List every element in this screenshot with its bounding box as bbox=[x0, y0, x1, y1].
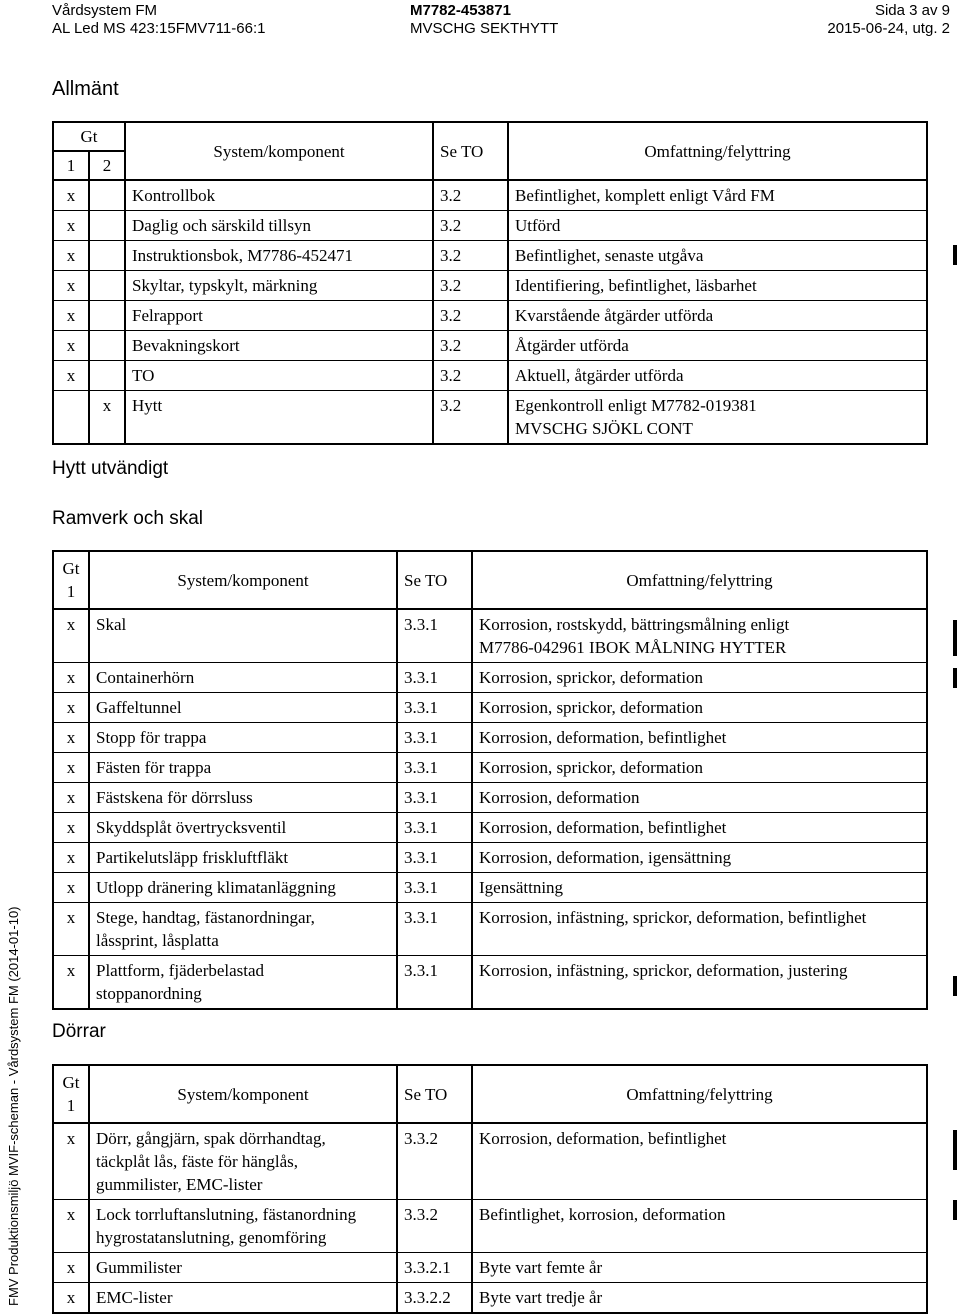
gt-1-mark: x bbox=[53, 693, 89, 723]
system-cell bbox=[89, 903, 397, 956]
system-line: Dörr, gångjärn, spak dörrhandtag, bbox=[96, 1129, 326, 1148]
seto-cell: 3.3.1 bbox=[397, 843, 472, 873]
omfattning-cell: Befintlighet, senaste utgåva bbox=[508, 241, 927, 271]
table-row bbox=[53, 241, 927, 271]
table-header-omfattning: Omfattning/felyttring bbox=[472, 551, 927, 609]
table-row bbox=[53, 180, 927, 211]
gt-2-mark bbox=[89, 301, 125, 331]
omfattning-cell: Byte vart femte år bbox=[472, 1253, 927, 1283]
seto-cell: 3.3.1 bbox=[397, 873, 472, 903]
table-row bbox=[53, 753, 927, 783]
header-doc-ref: AL Led MS 423:15FMV711-66:1 bbox=[52, 20, 266, 37]
subsection-heading-dorrar: Dörrar bbox=[52, 1021, 106, 1042]
omfattning-line: MVSCHG SJÖKL CONT bbox=[515, 419, 693, 438]
omfattning-cell: Aktuell, åtgärder utförda bbox=[508, 361, 927, 391]
revision-change-bar bbox=[953, 668, 957, 688]
gt-1-mark: x bbox=[53, 723, 89, 753]
table-row bbox=[53, 723, 927, 753]
header-page-number: Sida 3 av 9 bbox=[874, 2, 950, 19]
gt-1-mark: x bbox=[53, 1123, 89, 1200]
omfattning-line: Egenkontroll enligt M7782-019381 bbox=[515, 396, 757, 415]
table-header-gt-1: 1 bbox=[66, 582, 76, 601]
table-row bbox=[53, 663, 927, 693]
gt-1-mark: x bbox=[53, 1200, 89, 1253]
gt-1-mark: x bbox=[53, 956, 89, 1010]
gt-1-mark: x bbox=[53, 301, 89, 331]
omfattning-cell: Befintlighet, korrosion, deformation bbox=[472, 1200, 927, 1253]
gt-1-mark: x bbox=[53, 211, 89, 241]
table-ramverk bbox=[52, 550, 928, 1010]
omfattning-cell: Igensättning bbox=[472, 873, 927, 903]
gt-1-mark: x bbox=[53, 271, 89, 301]
revision-change-bar bbox=[953, 1130, 957, 1170]
gt-1-mark: x bbox=[53, 783, 89, 813]
table-header-omfattning: Omfattning/felyttring bbox=[508, 122, 927, 180]
gt-2-mark bbox=[89, 331, 125, 361]
table-header-system: System/komponent bbox=[89, 1065, 397, 1123]
table-row bbox=[53, 609, 927, 663]
table-row bbox=[53, 813, 927, 843]
seto-cell: 3.3.2.2 bbox=[397, 1283, 472, 1314]
system-cell: Utlopp dränering klimatanläggning bbox=[89, 873, 397, 903]
table-row bbox=[53, 873, 927, 903]
table-header-omfattning: Omfattning/felyttring bbox=[472, 1065, 927, 1123]
revision-change-bar bbox=[953, 245, 957, 265]
omfattning-cell: Korrosion, deformation, befintlighet bbox=[472, 813, 927, 843]
system-cell: Felrapport bbox=[125, 301, 433, 331]
omfattning-line: Korrosion, rostskydd, bättringsmålning enligt bbox=[479, 615, 790, 634]
table-row bbox=[53, 1283, 927, 1314]
table-header-gt bbox=[53, 551, 89, 609]
gt-1-mark: x bbox=[53, 361, 89, 391]
seto-cell: 3.3.2.1 bbox=[397, 1253, 472, 1283]
omfattning-cell: Korrosion, sprickor, deformation bbox=[472, 663, 927, 693]
table-row bbox=[53, 391, 927, 445]
system-line: Stege, handtag, fästanordningar, bbox=[96, 908, 315, 927]
header-doc-title: MVSCHG SEKTHYTT bbox=[410, 20, 559, 37]
page-header bbox=[0, 0, 960, 48]
table-row bbox=[53, 1253, 927, 1283]
section-heading-hytt-utvandigt: Hytt utvändigt bbox=[52, 458, 169, 479]
table-row bbox=[53, 211, 927, 241]
table-row bbox=[53, 693, 927, 723]
gt-1-mark: x bbox=[53, 873, 89, 903]
omfattning-cell: Korrosion, infästning, sprickor, deformation, justering bbox=[472, 956, 927, 1010]
omfattning-cell: Korrosion, infästning, sprickor, deformation, befintlighet bbox=[472, 903, 927, 956]
system-cell bbox=[89, 1200, 397, 1253]
omfattning-cell: Befintlighet, komplett enligt Vård FM bbox=[508, 180, 927, 211]
seto-cell: 3.2 bbox=[433, 211, 508, 241]
seto-cell: 3.2 bbox=[433, 361, 508, 391]
system-cell: Gaffeltunnel bbox=[89, 693, 397, 723]
system-cell: Kontrollbok bbox=[125, 180, 433, 211]
seto-cell: 3.3.1 bbox=[397, 723, 472, 753]
gt-1-mark: x bbox=[53, 813, 89, 843]
table-header-seto: Se TO bbox=[433, 122, 508, 180]
system-cell: Fästskena för dörrsluss bbox=[89, 783, 397, 813]
system-cell: Bevakningskort bbox=[125, 331, 433, 361]
omfattning-cell: Åtgärder utförda bbox=[508, 331, 927, 361]
table-header-gt-1: 1 bbox=[66, 1096, 76, 1115]
seto-cell: 3.3.1 bbox=[397, 813, 472, 843]
table-header-gt-1: 1 bbox=[53, 151, 89, 180]
system-cell: TO bbox=[125, 361, 433, 391]
seto-cell: 3.2 bbox=[433, 391, 508, 445]
omfattning-cell: Korrosion, sprickor, deformation bbox=[472, 753, 927, 783]
table-row bbox=[53, 1123, 927, 1200]
subsection-heading-ramverk: Ramverk och skal bbox=[52, 508, 203, 529]
table-row bbox=[53, 783, 927, 813]
table-row bbox=[53, 903, 927, 956]
system-cell: Instruktionsbok, M7786-452471 bbox=[125, 241, 433, 271]
table-allmant bbox=[52, 121, 928, 445]
system-cell: Fästen för trappa bbox=[89, 753, 397, 783]
system-line: Lock torrluftanslutning, fästanordning bbox=[96, 1205, 357, 1224]
section-heading-allmant: Allmänt bbox=[52, 78, 119, 100]
gt-2-mark bbox=[89, 211, 125, 241]
system-line: hygrostatanslutning, genomföring bbox=[96, 1228, 327, 1247]
revision-change-bar bbox=[953, 976, 957, 996]
omfattning-cell: Korrosion, deformation bbox=[472, 783, 927, 813]
table-header-seto: Se TO bbox=[397, 551, 472, 609]
gt-1-mark: x bbox=[53, 663, 89, 693]
system-line: låssprint, låsplatta bbox=[96, 931, 219, 950]
table-dorrar bbox=[52, 1064, 928, 1314]
omfattning-line: M7786-042961 IBOK MÅLNING HYTTER bbox=[479, 638, 787, 657]
table-header-gt: Gt bbox=[53, 122, 125, 151]
seto-cell: 3.2 bbox=[433, 301, 508, 331]
table-header-gt-label: Gt bbox=[62, 559, 80, 578]
system-cell: Skyddsplåt övertrycksventil bbox=[89, 813, 397, 843]
table-header-seto: Se TO bbox=[397, 1065, 472, 1123]
gt-1-mark: x bbox=[53, 903, 89, 956]
omfattning-cell: Korrosion, deformation, befintlighet bbox=[472, 1123, 927, 1200]
system-cell: Stopp för trappa bbox=[89, 723, 397, 753]
table-row bbox=[53, 361, 927, 391]
gt-1-mark: x bbox=[53, 843, 89, 873]
gt-1-mark: x bbox=[53, 180, 89, 211]
gt-2-mark bbox=[89, 241, 125, 271]
table-header-gt-2: 2 bbox=[89, 151, 125, 180]
gt-2-mark bbox=[89, 180, 125, 211]
table-header-gt bbox=[53, 1065, 89, 1123]
omfattning-cell: Korrosion, deformation, igensättning bbox=[472, 843, 927, 873]
seto-cell: 3.3.1 bbox=[397, 693, 472, 723]
gt-1-mark: x bbox=[53, 331, 89, 361]
seto-cell: 3.2 bbox=[433, 331, 508, 361]
table-row bbox=[53, 331, 927, 361]
omfattning-cell bbox=[508, 391, 927, 445]
seto-cell: 3.3.1 bbox=[397, 753, 472, 783]
system-cell: Hytt bbox=[125, 391, 433, 445]
gt-1-mark: x bbox=[53, 1283, 89, 1314]
seto-cell: 3.3.2 bbox=[397, 1123, 472, 1200]
system-line: gummilister, EMC-lister bbox=[96, 1175, 263, 1194]
gt-1-mark: x bbox=[53, 609, 89, 663]
header-system: Vårdsystem FM bbox=[52, 2, 158, 19]
omfattning-cell: Korrosion, deformation, befintlighet bbox=[472, 723, 927, 753]
seto-cell: 3.3.1 bbox=[397, 783, 472, 813]
system-line: täckplåt lås, fäste för hänglås, bbox=[96, 1152, 299, 1171]
table-header-system: System/komponent bbox=[89, 551, 397, 609]
gt-1-mark bbox=[53, 391, 89, 445]
table-row bbox=[53, 271, 927, 301]
omfattning-cell: Kvarstående åtgärder utförda bbox=[508, 301, 927, 331]
gt-1-mark: x bbox=[53, 241, 89, 271]
omfattning-cell: Identifiering, befintlighet, läsbarhet bbox=[508, 271, 927, 301]
gt-2-mark bbox=[89, 271, 125, 301]
revision-change-bar bbox=[953, 620, 957, 656]
table-row bbox=[53, 843, 927, 873]
vertical-footer-text: FMV Produktionsmiljö MVIF-scheman - Vårdsystem FM (2014-01-10) bbox=[6, 906, 21, 1306]
gt-2-mark bbox=[89, 361, 125, 391]
table-row bbox=[53, 956, 927, 1010]
system-cell: Partikelutsläpp friskluftfläkt bbox=[89, 843, 397, 873]
seto-cell: 3.3.2 bbox=[397, 1200, 472, 1253]
table-header-gt-label: Gt bbox=[62, 1073, 80, 1092]
system-cell: Containerhörn bbox=[89, 663, 397, 693]
header-date-edition: 2015-06-24, utg. 2 bbox=[827, 20, 950, 37]
system-line: Plattform, fjäderbelastad bbox=[96, 961, 265, 980]
seto-cell: 3.3.1 bbox=[397, 609, 472, 663]
seto-cell: 3.3.1 bbox=[397, 903, 472, 956]
omfattning-cell: Korrosion, sprickor, deformation bbox=[472, 693, 927, 723]
seto-cell: 3.2 bbox=[433, 271, 508, 301]
seto-cell: 3.2 bbox=[433, 241, 508, 271]
seto-cell: 3.3.1 bbox=[397, 663, 472, 693]
gt-1-mark: x bbox=[53, 1253, 89, 1283]
system-line: stoppanordning bbox=[96, 984, 202, 1003]
system-cell: Daglig och särskild tillsyn bbox=[125, 211, 433, 241]
system-cell: Gummilister bbox=[89, 1253, 397, 1283]
system-cell: Skyltar, typskylt, märkning bbox=[125, 271, 433, 301]
table-row bbox=[53, 301, 927, 331]
omfattning-cell: Utförd bbox=[508, 211, 927, 241]
omfattning-cell: Byte vart tredje år bbox=[472, 1283, 927, 1314]
table-row bbox=[53, 1200, 927, 1253]
omfattning-cell bbox=[472, 609, 927, 663]
system-cell: Skal bbox=[89, 609, 397, 663]
gt-1-mark: x bbox=[53, 753, 89, 783]
seto-cell: 3.2 bbox=[433, 180, 508, 211]
table-header-system: System/komponent bbox=[125, 122, 433, 180]
revision-change-bar bbox=[953, 1200, 957, 1220]
system-cell bbox=[89, 956, 397, 1010]
system-cell: EMC-lister bbox=[89, 1283, 397, 1314]
header-doc-number: M7782-453871 bbox=[410, 2, 511, 19]
gt-2-mark: x bbox=[89, 391, 125, 445]
seto-cell: 3.3.1 bbox=[397, 956, 472, 1010]
system-cell bbox=[89, 1123, 397, 1200]
